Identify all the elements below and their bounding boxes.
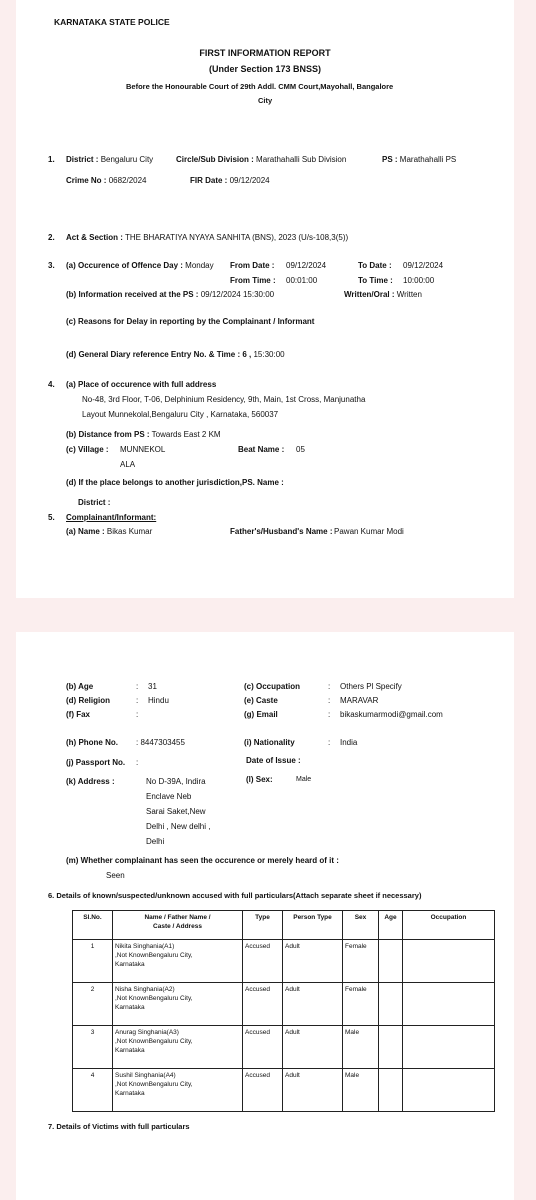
beat-label: Beat Name : bbox=[238, 445, 285, 454]
cell-occupation bbox=[403, 1069, 495, 1112]
fax-colon: : bbox=[136, 710, 139, 719]
seen-question-label: (m) Whether complainant has seen the occurence or merely heard of it : bbox=[66, 856, 339, 865]
passport-label: (j) Passport No. bbox=[66, 758, 126, 767]
court-line-2: City bbox=[258, 96, 273, 105]
cell-age bbox=[379, 983, 403, 1026]
district-row bbox=[66, 155, 153, 165]
to-time-value: 10:00:00 bbox=[403, 276, 435, 285]
from-date-label: From Date : bbox=[230, 261, 275, 270]
ps-value: Marathahalli PS bbox=[399, 155, 457, 164]
distance-row bbox=[66, 430, 221, 440]
cell-person-type: Adult bbox=[283, 983, 343, 1026]
sex-value: Male bbox=[296, 776, 312, 783]
cell-sl-no: 2 bbox=[73, 983, 113, 1026]
act-row bbox=[66, 233, 348, 243]
fir-date-label: FIR Date : bbox=[190, 176, 228, 185]
occupation-label: (c) Occupation bbox=[244, 682, 301, 691]
info-received-value: 09/12/2024 15:30:00 bbox=[200, 290, 275, 299]
father-name-value: Pawan Kumar Modi bbox=[334, 527, 404, 536]
occupation-colon: : bbox=[328, 682, 331, 691]
cell-occupation bbox=[403, 940, 495, 983]
org-name: KARNATAKA STATE POLICE bbox=[54, 17, 170, 27]
table-row bbox=[73, 1069, 495, 1112]
age-value: 31 bbox=[148, 682, 157, 691]
delay-reason-label: (c) Reasons for Delay in reporting by the Complainant / Informant bbox=[66, 317, 315, 326]
section-1-number: 1. bbox=[48, 155, 55, 164]
complainant-name-row bbox=[66, 527, 152, 537]
court-line-1: Before the Honourable Court of 29th Addl. CMM Court,Mayohall, Bangalore bbox=[126, 82, 394, 91]
circle-row bbox=[176, 155, 346, 165]
cell-name: Anurag Singhania(A3) ,Not KnownBengaluru City, Karnataka bbox=[113, 1026, 243, 1069]
email-label: (g) Email bbox=[244, 710, 278, 719]
col-type: Type bbox=[243, 911, 283, 940]
written-label: Written/Oral : bbox=[344, 290, 395, 299]
passport-colon: : bbox=[136, 758, 139, 767]
jurisdiction-label: (d) If the place belongs to another jurisdiction,PS. Name : bbox=[66, 478, 284, 487]
phone-label: (h) Phone No. bbox=[66, 738, 118, 747]
table-row bbox=[73, 1026, 495, 1069]
cell-age bbox=[379, 1026, 403, 1069]
sex-label: (l) Sex: bbox=[246, 775, 273, 784]
info-received-row bbox=[66, 290, 274, 300]
from-time-label: From Time : bbox=[230, 276, 276, 285]
col-person-type: Person Type bbox=[283, 911, 343, 940]
col-age: Age bbox=[379, 911, 403, 940]
address-label: (k) Address : bbox=[66, 777, 115, 786]
to-date-value: 09/12/2024 bbox=[403, 261, 444, 270]
address-line-2: Enclave Neb bbox=[146, 792, 192, 801]
district-value: Bengaluru City bbox=[100, 155, 154, 164]
caste-colon: : bbox=[328, 696, 331, 705]
accused-table bbox=[72, 910, 495, 1112]
ps-label: PS : bbox=[382, 155, 398, 164]
place-address-2: Layout Munnekolal,Bengaluru City , Karnataka, 560037 bbox=[82, 410, 279, 419]
cell-sl-no: 1 bbox=[73, 940, 113, 983]
cell-type: Accused bbox=[243, 1026, 283, 1069]
cell-sl-no: 3 bbox=[73, 1026, 113, 1069]
cell-age bbox=[379, 1069, 403, 1112]
fir-date-row bbox=[190, 176, 270, 186]
cell-occupation bbox=[403, 983, 495, 1026]
table-row bbox=[73, 940, 495, 983]
circle-value: Marathahalli Sub Division bbox=[256, 155, 347, 164]
age-colon: : bbox=[136, 682, 139, 691]
complainant-name-label: (a) Name : bbox=[66, 527, 105, 536]
village-label: (c) Village : bbox=[66, 445, 109, 454]
cell-sex: Female bbox=[343, 983, 379, 1026]
caste-value: MARAVAR bbox=[340, 696, 379, 705]
distance-label: (b) Distance from PS : bbox=[66, 430, 150, 439]
report-title: FIRST INFORMATION REPORT bbox=[199, 48, 331, 58]
caste-label: (e) Caste bbox=[244, 696, 278, 705]
address-line-4: Delhi , New delhi , bbox=[146, 822, 211, 831]
to-date-label: To Date : bbox=[358, 261, 392, 270]
nationality-label: (i) Nationality bbox=[244, 738, 295, 747]
father-name-label: Father's/Husband's Name : bbox=[230, 527, 333, 536]
cell-person-type: Adult bbox=[283, 1026, 343, 1069]
cell-name: Nikita Singhania(A1) ,Not KnownBengaluru City, Karnataka bbox=[113, 940, 243, 983]
nationality-value: India bbox=[340, 738, 358, 747]
cell-sex: Female bbox=[343, 940, 379, 983]
section-7-label: 7. Details of Victims with full particulars bbox=[48, 1122, 190, 1131]
complainant-name-value: Bikas Kumar bbox=[106, 527, 153, 536]
section-5-number: 5. bbox=[48, 513, 55, 522]
section-6-label: 6. Details of known/suspected/unknown accused with full particulars(Attach separate sheet if necessary) bbox=[48, 891, 422, 900]
jurisdiction-district-label: District : bbox=[78, 498, 111, 507]
phone-value: : 8447303455 bbox=[136, 738, 185, 747]
act-value: THE BHARATIYA NYAYA SANHITA (BNS), 2023 (U/s-108,3(5)) bbox=[124, 233, 349, 242]
section-4-number: 4. bbox=[48, 380, 55, 389]
cell-type: Accused bbox=[243, 983, 283, 1026]
diary-row bbox=[66, 350, 285, 360]
circle-label: Circle/Sub Division : bbox=[176, 155, 254, 164]
col-sex: Sex bbox=[343, 911, 379, 940]
village-value-2: ALA bbox=[120, 460, 136, 469]
fax-label: (f) Fax bbox=[66, 710, 90, 719]
address-line-1: No D-39A, Indira bbox=[146, 777, 206, 786]
section-3-number: 3. bbox=[48, 261, 55, 270]
village-value-1: MUNNEKOL bbox=[120, 445, 166, 454]
occurence-row bbox=[66, 261, 214, 271]
col-sl-no: Sl.No. bbox=[73, 911, 113, 940]
religion-value: Hindu bbox=[148, 696, 169, 705]
religion-label: (d) Religion bbox=[66, 696, 110, 705]
email-colon: : bbox=[328, 710, 331, 719]
cell-sl-no: 4 bbox=[73, 1069, 113, 1112]
table-row bbox=[73, 983, 495, 1026]
district-label: District : bbox=[66, 155, 99, 164]
beat-value: 05 bbox=[296, 445, 305, 454]
religion-colon: : bbox=[136, 696, 139, 705]
col-name: Name / Father Name / Caste / Address bbox=[113, 911, 243, 940]
place-label: (a) Place of occurence with full address bbox=[66, 380, 217, 389]
cell-sex: Male bbox=[343, 1026, 379, 1069]
age-label: (b) Age bbox=[66, 682, 94, 691]
diary-label: (d) General Diary reference Entry No. & Time : 6 , bbox=[66, 350, 252, 359]
nationality-colon: : bbox=[328, 738, 331, 747]
distance-value: Towards East 2 KM bbox=[151, 430, 221, 439]
fir-page-2 bbox=[16, 632, 514, 1200]
info-received-label: (b) Information received at the PS : bbox=[66, 290, 199, 299]
email-value: bikaskumarmodi@gmail.com bbox=[340, 710, 443, 719]
cell-person-type: Adult bbox=[283, 940, 343, 983]
col-occupation: Occupation bbox=[403, 911, 495, 940]
accused-table-header bbox=[73, 911, 495, 940]
fir-page-1 bbox=[16, 0, 514, 598]
address-line-5: Delhi bbox=[146, 837, 165, 846]
crime-label: Crime No : bbox=[66, 176, 107, 185]
cell-sex: Male bbox=[343, 1069, 379, 1112]
fir-date-value: 09/12/2024 bbox=[229, 176, 270, 185]
issue-date-label: Date of Issue : bbox=[246, 756, 301, 765]
place-address-1: No-48, 3rd Floor, T-06, Delphinium Residency, 9th, Main, 1st Cross, Manjunatha bbox=[82, 395, 366, 404]
from-time-value: 00:01:00 bbox=[286, 276, 318, 285]
report-subtitle: (Under Section 173 BNSS) bbox=[208, 64, 322, 74]
cell-name: Nisha Singhania(A2) ,Not KnownBengaluru City, Karnataka bbox=[113, 983, 243, 1026]
occupation-value: Others Pl Specify bbox=[340, 682, 402, 691]
cell-type: Accused bbox=[243, 940, 283, 983]
occurence-day: Monday bbox=[185, 261, 214, 270]
section-2-number: 2. bbox=[48, 233, 55, 242]
cell-name: Sushil Singhania(A4) ,Not KnownBengaluru City, Karnataka bbox=[113, 1069, 243, 1112]
act-label: Act & Section : bbox=[66, 233, 123, 242]
cell-occupation bbox=[403, 1026, 495, 1069]
diary-value: 15:30:00 bbox=[253, 350, 285, 359]
crime-value: 0682/2024 bbox=[108, 176, 147, 185]
to-time-label: To Time : bbox=[358, 276, 393, 285]
ps-row bbox=[382, 155, 456, 165]
occurence-label: (a) Occurence of Offence Day : bbox=[66, 261, 183, 270]
complainant-label: Complainant/Informant: bbox=[66, 513, 157, 522]
written-row bbox=[344, 290, 422, 300]
cell-person-type: Adult bbox=[283, 1069, 343, 1112]
cell-type: Accused bbox=[243, 1069, 283, 1112]
seen-value: Seen bbox=[106, 871, 125, 880]
address-line-3: Sarai Saket,New bbox=[146, 807, 206, 816]
crime-row bbox=[66, 176, 147, 186]
written-value: Written bbox=[396, 290, 422, 299]
from-date-value: 09/12/2024 bbox=[286, 261, 327, 270]
cell-age bbox=[379, 940, 403, 983]
